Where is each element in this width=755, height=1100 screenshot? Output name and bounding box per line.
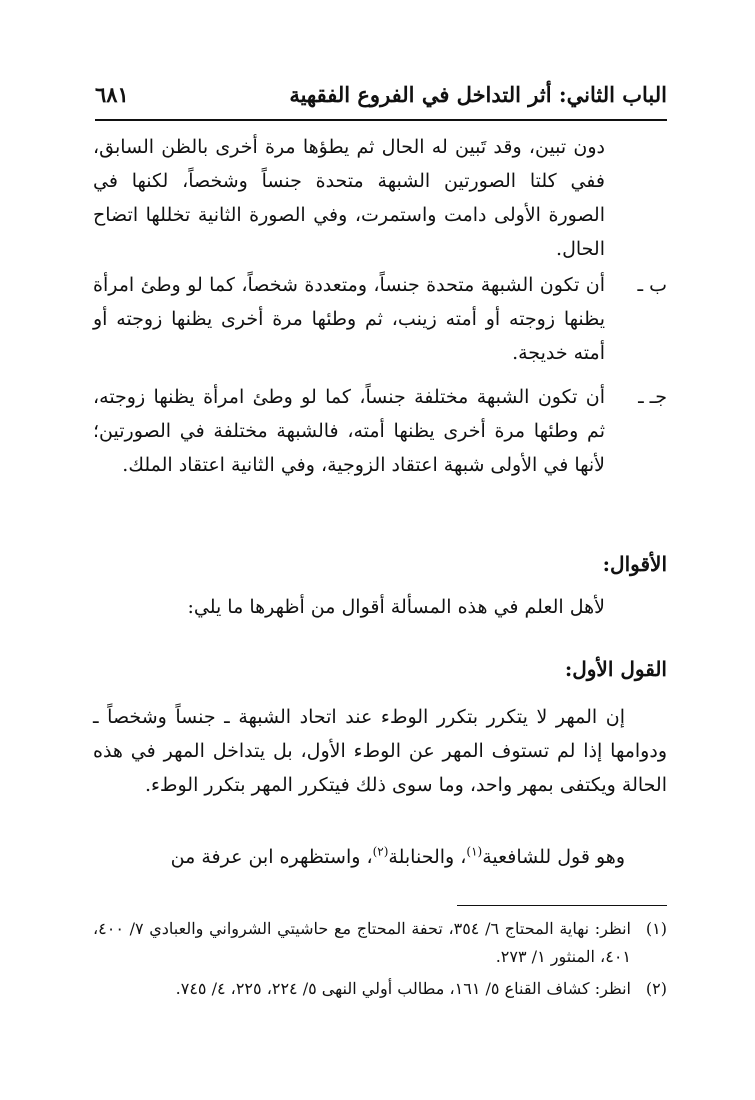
footnote-ref-2[interactable]: (٢) [372,844,389,859]
aqwal-intro-text: لأهل العلم في هذه المسألة أقوال من أظهرها ما يلي: [187,596,605,618]
attribution-text: ، واستظهره ابن عرفة من [170,846,373,868]
list-item-marker: جـ ـ [638,386,667,408]
list-item-text: أن تكون الشبهة متحدة جنساً، ومتعددة شخصاً، كما لو وطئ امرأة يظنها زوجته أو أمته زينب، ثم وطئها مرة أخرى يظنها زوجته أو أمته خديجة. [93,274,605,364]
footnote-divider [457,905,667,906]
footnote-1 [93,915,667,971]
first-opinion-paragraph: إن المهر لا يتكرر بتكرر الوطء عند اتحاد الشبهة ـ جنساً وشخصاً ـ ودوامها إذا لم تستوف المهر عن الوطء الأول، بل يتداخل المهر في هذه الحالة ويكتفى بمهر واحد، وما سوى ذلك فيتكرر المهر بتكرر الوطء. [93,706,667,796]
list-item-text: أن تكون الشبهة مختلفة جنساً، كما لو وطئ امرأة يظنها زوجته، ثم وطئها مرة أخرى يظنها أمته، فالشبهة مختلفة في الصورتين؛ لأنها في الأولى شبهة اعتقاد الزوجية، وفي الثانية اعتقاد الملك. [93,386,605,476]
section-heading-aqwal: الأقوال: [602,552,667,576]
list-item-b [93,268,667,370]
footnote-number: (١) [645,919,667,938]
page-number: ٦٨١ [95,82,129,107]
section-heading-first-opinion: القول الأول: [564,657,667,681]
footnote-ref-1[interactable]: (١) [466,844,483,859]
list-item-jim [93,380,667,482]
footnote-text: انظر: كشاف القناع ٥/ ١٦١، مطالب أولي النهى ٥/ ٢٢٤، ٢٢٥، ٤/ ٧٤٥. [175,979,631,998]
attribution-paragraph [93,840,667,874]
header-divider [95,119,667,121]
chapter-title: الباب الثاني: أثر التداخل في الفروع الفقهية [289,82,667,107]
running-header [95,82,667,107]
footnotes [93,915,667,1007]
attribution-text: ، والحنابلة [388,846,467,868]
footnote-text: انظر: نهاية المحتاج ٦/ ٣٥٤، تحفة المحتاج مع حاشيتي الشرواني والعبادي ٧/ ٤٠٠، ٤٠١، المنثور ١/ ٢٧٣. [93,919,631,966]
footnote-number: (٢) [645,979,667,998]
attribution-text: وهو قول للشافعية [482,846,625,868]
intro-paragraph: دون تبين، وقد تَبين له الحال ثم يطؤها مرة أخرى بالظن السابق، ففي كلتا الصورتين الشبهة متحدة جنساً وشخصاً، لكنها في الصورة الأولى دامت واستمرت، وفي الصورة الثانية تخللها اتضاح الحال. [93,136,605,260]
list-item-marker: ب ـ [637,274,667,296]
footnote-2 [93,975,667,1003]
